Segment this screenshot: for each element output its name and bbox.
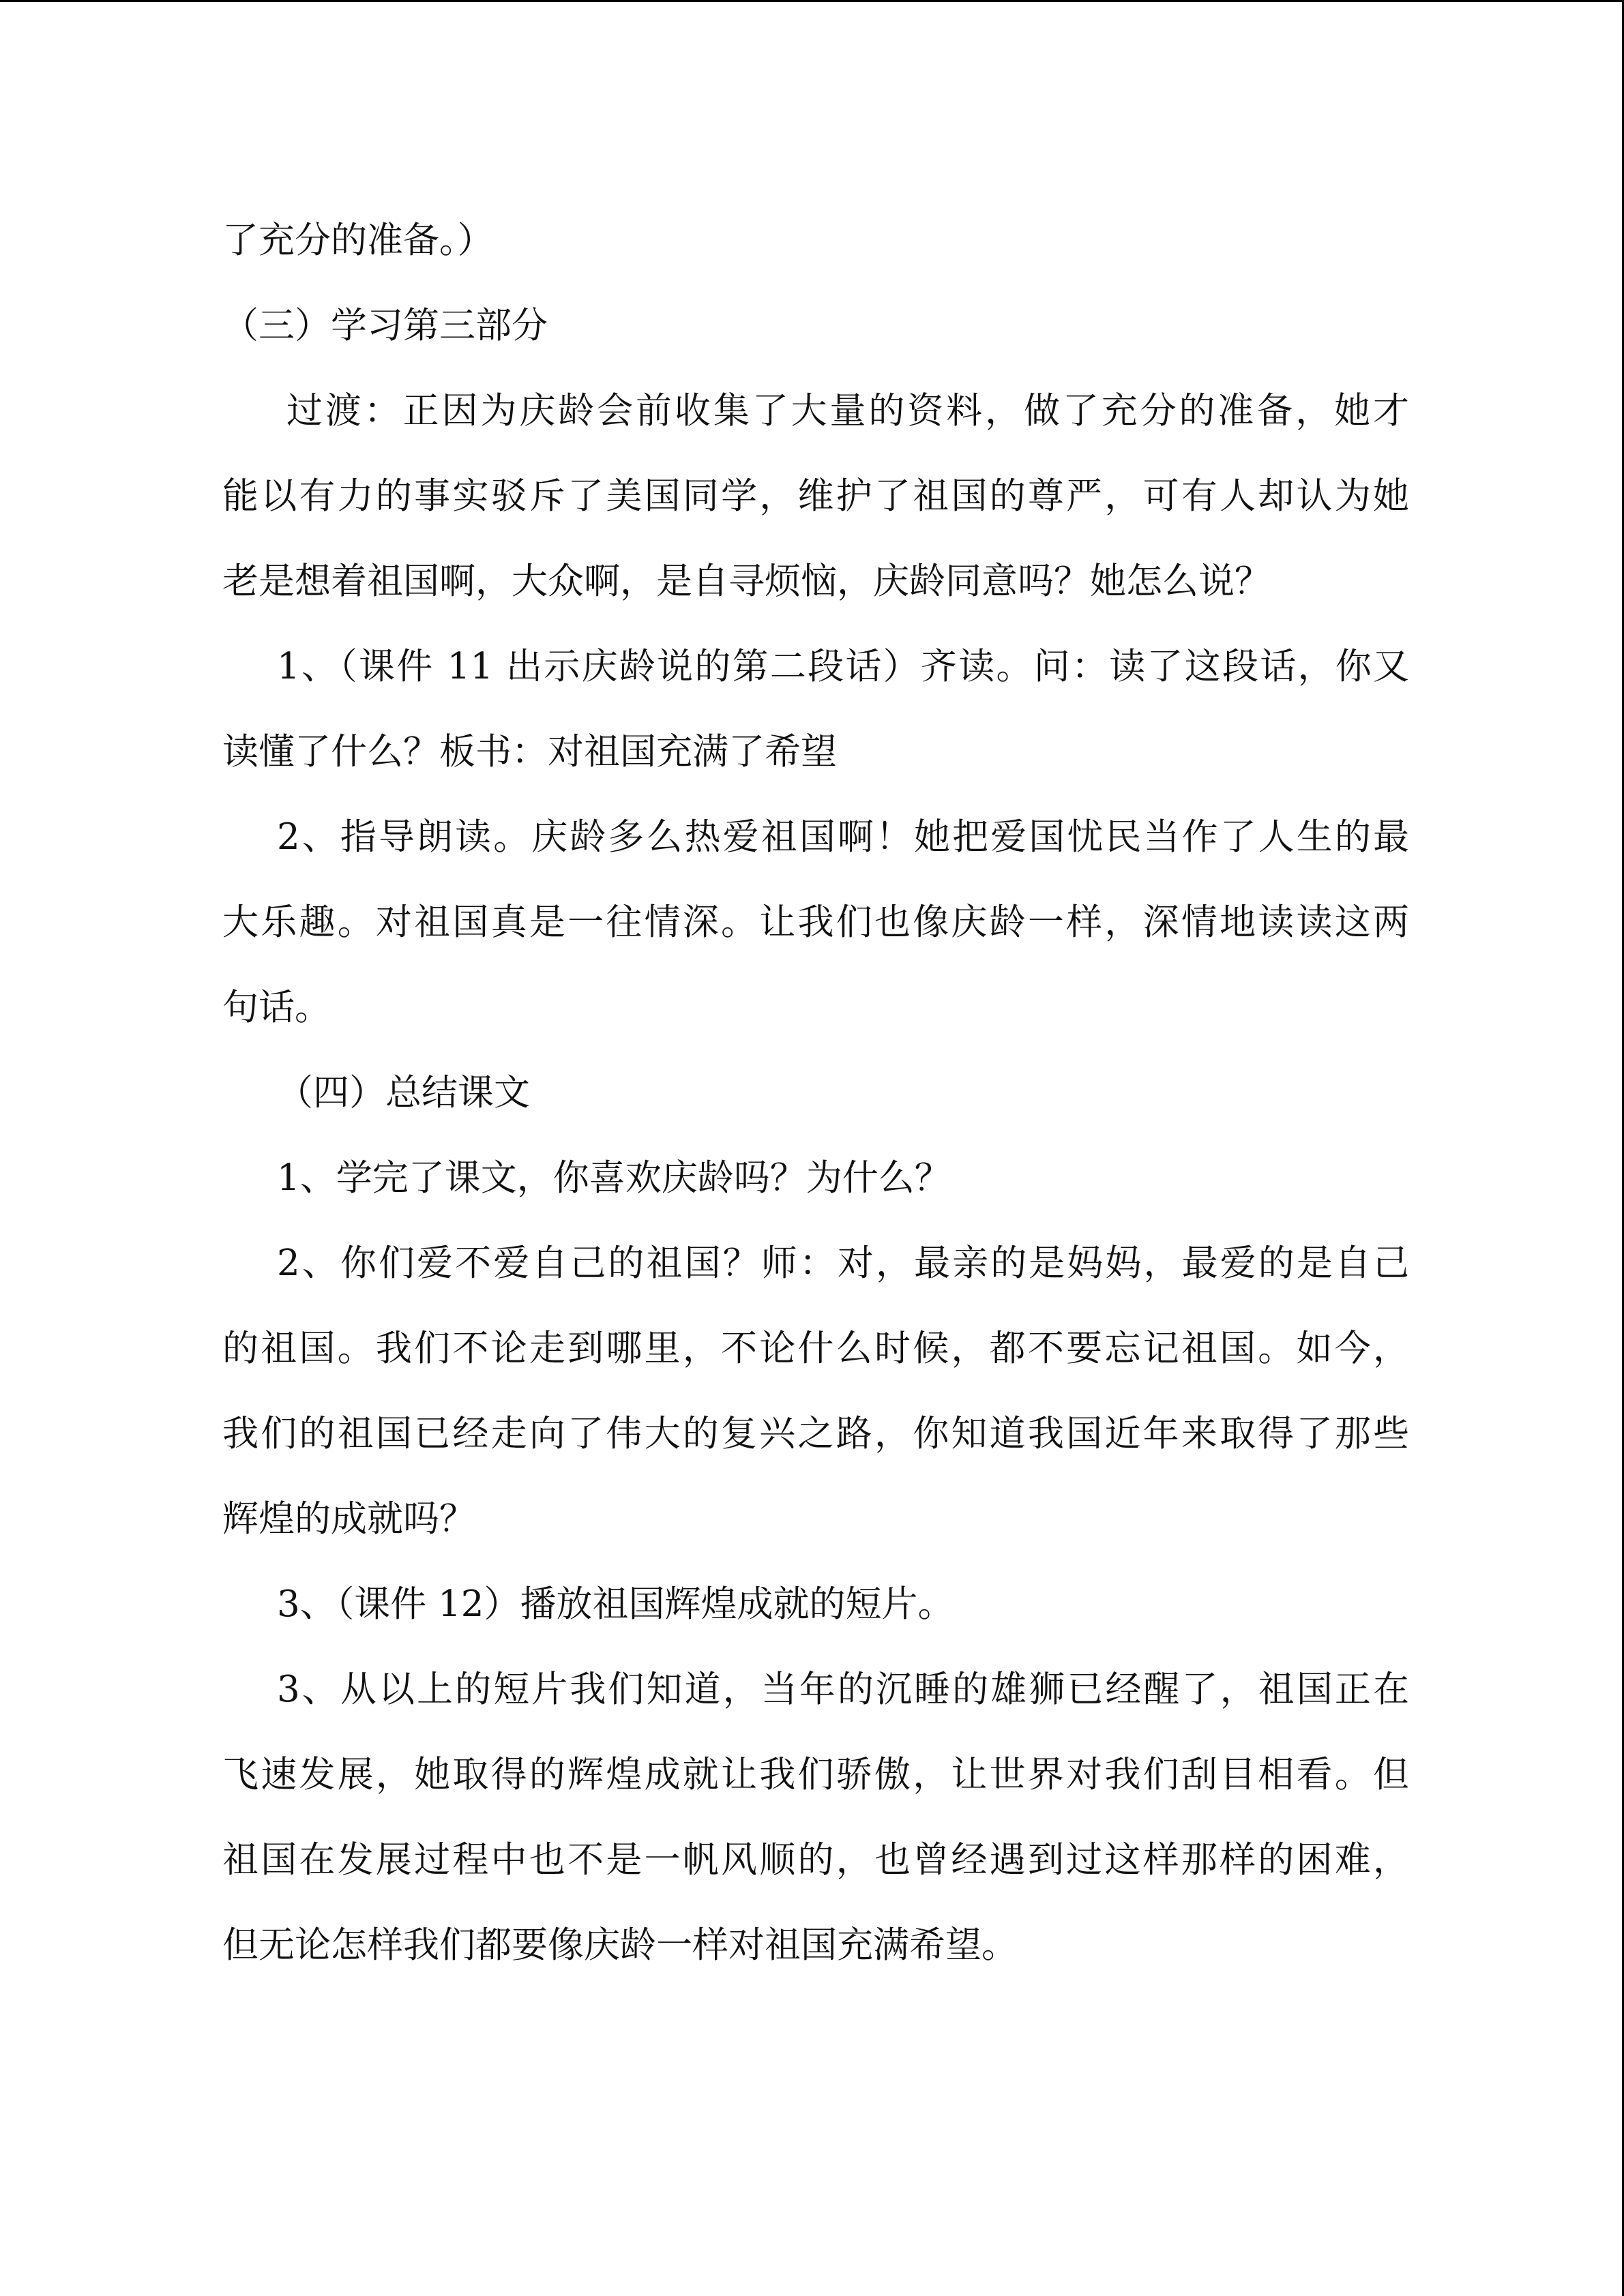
step-one-line: 1、（课件 11 出示庆龄说的第二段话）齐读。问：读了这段话，你又 xyxy=(277,646,1409,687)
summary-step-two-line: 的祖国。我们不论走到哪里，不论什么时候，都不要忘记祖国。如今， xyxy=(222,1328,1409,1369)
summary-step-three: 3、（课件 12）播放祖国辉煌成就的短片。 xyxy=(277,1583,954,1625)
summary-step-four-line: 飞速发展，她取得的辉煌成就让我们骄傲，让世界对我们刮目相看。但 xyxy=(222,1754,1409,1795)
summary-step-one: 1、学完了课文，你喜欢庆龄吗？为什么？ xyxy=(277,1157,951,1199)
summary-step-four-line: 但无论怎样我们都要像庆龄一样对祖国充满希望。 xyxy=(222,1924,1018,1966)
page-top-border xyxy=(0,0,1624,2)
document-body xyxy=(222,198,1409,1988)
summary-step-two-line: 辉煌的成就吗？ xyxy=(222,1498,475,1540)
step-two-line: 2、指导朗读。庆龄多么热爱祖国啊！她把爱国忧民当作了人生的最 xyxy=(277,816,1409,858)
summary-step-four-line: 3、从以上的短片我们知道，当年的沉睡的雄狮已经醒了，祖国正在 xyxy=(277,1669,1409,1710)
transition-paragraph-line: 能以有力的事实驳斥了美国同学，维护了祖国的尊严，可有人却认为她 xyxy=(222,475,1409,517)
paragraph-continuation: 了充分的准备。） xyxy=(222,220,494,261)
summary-step-four-line: 祖国在发展过程中也不是一帆风顺的，也曾经遇到过这样那样的困难， xyxy=(222,1839,1409,1881)
section-heading-four: （四）总结课文 xyxy=(277,1072,530,1114)
transition-paragraph-line: 过渡：正因为庆龄会前收集了大量的资料，做了充分的准备，她才 xyxy=(286,390,1409,432)
step-two-line: 大乐趣。对祖国真是一往情深。让我们也像庆龄一样，深情地读读这两 xyxy=(222,901,1409,943)
step-one-line: 读懂了什么？板书：对祖国充满了希望 xyxy=(222,731,837,773)
step-two-line: 句话。 xyxy=(222,987,331,1028)
summary-step-two-line: 2、你们爱不爱自己的祖国？师：对，最亲的是妈妈，最爱的是自己 xyxy=(277,1242,1409,1284)
section-heading-three: （三）学习第三部分 xyxy=(222,305,548,346)
transition-paragraph-line: 老是想着祖国啊，大众啊，是自寻烦恼，庆龄同意吗？她怎么说？ xyxy=(222,561,1271,602)
summary-step-two-line: 我们的祖国已经走向了伟大的复兴之路，你知道我国近年来取得了那些 xyxy=(222,1413,1409,1455)
